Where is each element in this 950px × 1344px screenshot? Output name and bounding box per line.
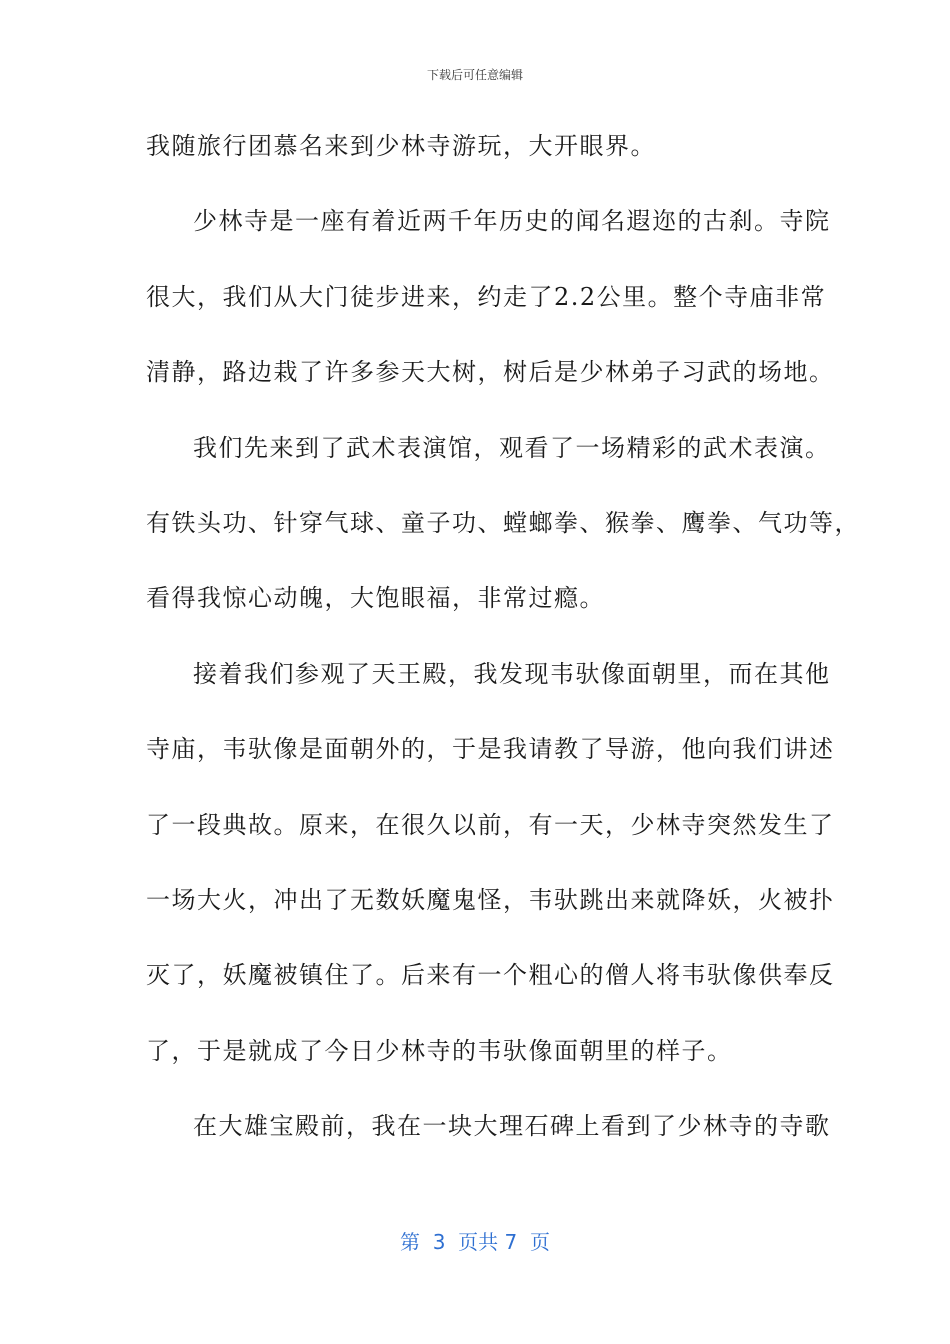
paragraph-start-line: 在大雄宝殿前，我在一块大理石碑上看到了少林寺的寺歌 (193, 1112, 831, 1141)
text-line: 了一段典故。原来，在很久以前，有一天，少林寺突然发生了 (146, 810, 835, 839)
text-line: 一场大火，冲出了无数妖魔鬼怪，韦驮跳出来就降妖，火被扑 (146, 885, 835, 914)
paragraph-start-line: 我们先来到了武术表演馆，观看了一场精彩的武术表演。 (193, 433, 831, 462)
page-header: 下载后可任意编辑 (426, 68, 523, 82)
text-line: 我随旅行团慕名来到少林寺游玩，大开眼界。 (146, 132, 656, 160)
text-line: 看得我惊心动魄，大饱眼福，非常过瘾。 (146, 584, 605, 613)
paragraph-start-line: 少林寺是一座有着近两千年历史的闻名遐迩的古刹。寺院 (193, 207, 831, 236)
text-line: 清静，路边栽了许多参天大树，树后是少林弟子习武的场地。 (146, 358, 835, 387)
page-number-footer: 第 3 页共 7 页 (400, 1230, 550, 1254)
paragraph-start-line: 接着我们参观了天王殿，我发现韦驮像面朝里，而在其他 (193, 659, 831, 688)
text-line: 了，于是就成了今日少林寺的韦驮像面朝里的样子。 (146, 1036, 733, 1065)
text-line: 有铁头功、针穿气球、童子功、螳螂拳、猴拳、鹰拳、气功等， (146, 508, 860, 537)
text-line: 寺庙，韦驮像是面朝外的，于是我请教了导游，他向我们讲述 (146, 735, 835, 764)
text-line: 很大，我们从大门徒步进来，约走了2.2公里。整个寺庙非常 (146, 282, 827, 311)
text-line: 灭了，妖魔被镇住了。后来有一个粗心的僧人将韦驮像供奉反 (146, 961, 835, 990)
document-body (146, 120, 860, 1175)
